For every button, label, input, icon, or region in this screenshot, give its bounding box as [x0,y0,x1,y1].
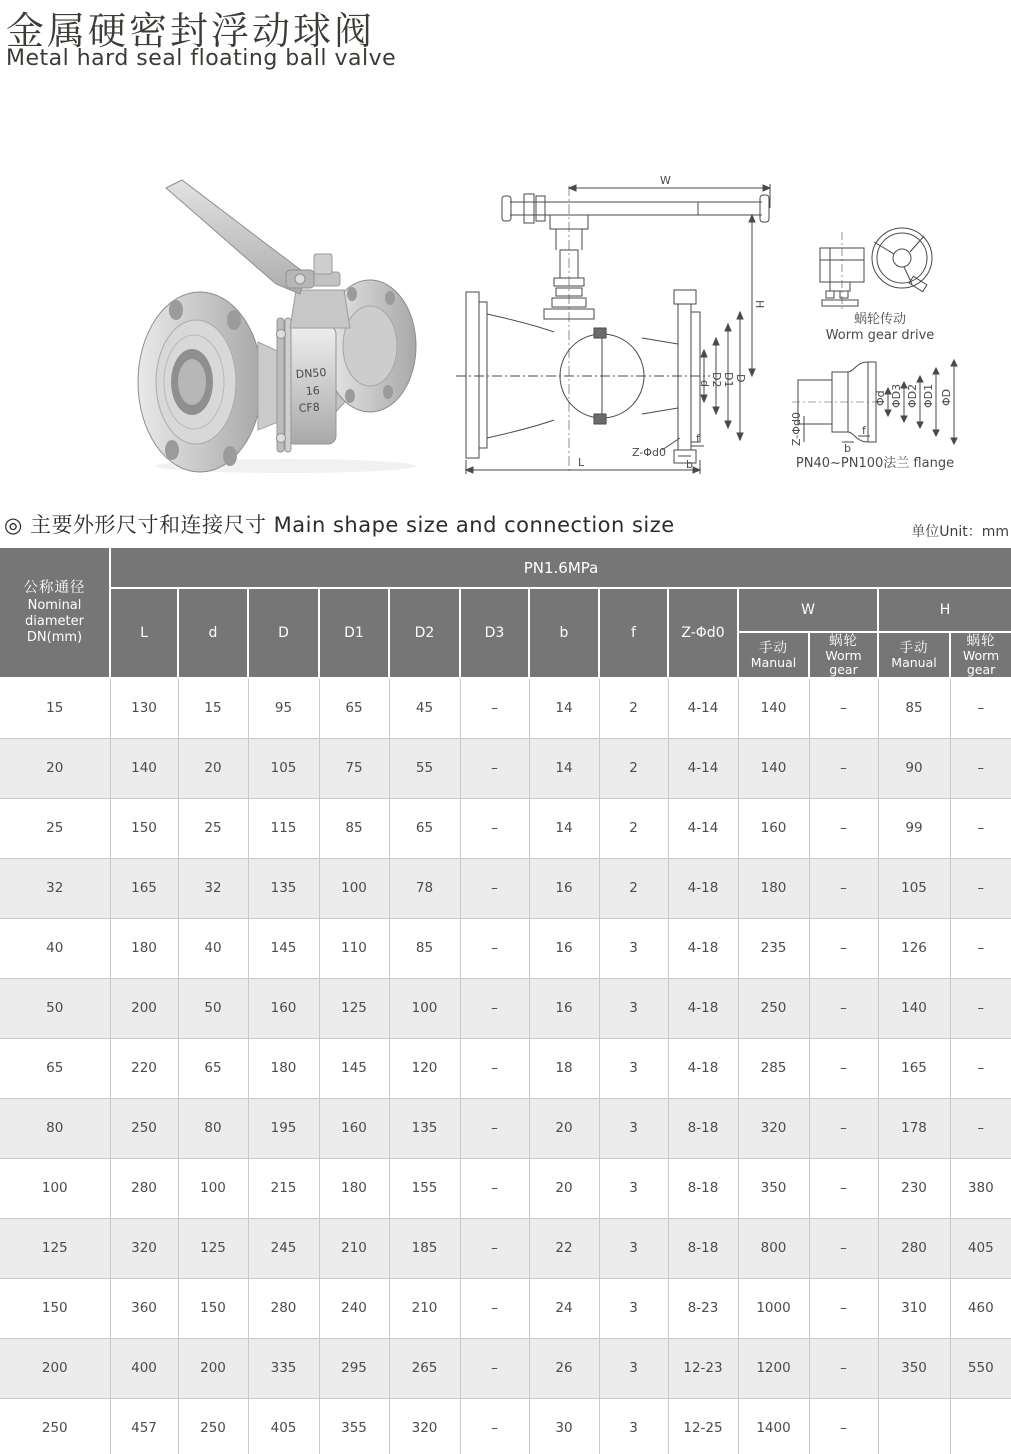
worm-en: Worm gear [962,648,1000,677]
table-cell: 350 [878,1338,950,1398]
table-cell: – [809,798,878,858]
table-cell: – [809,1098,878,1158]
dim-label-l: L [578,456,585,469]
table-cell: 200 [110,978,178,1038]
table-cell: 250 [178,1398,248,1454]
table-cell: – [809,978,878,1038]
table-cell: – [950,1098,1011,1158]
table-cell: 40 [0,918,110,978]
table-row [0,798,1011,858]
header-dn-zh: 公称通径 [23,580,86,596]
table-cell [950,1398,1011,1454]
bore-inner [178,359,206,405]
table-cell: 4-14 [668,738,738,798]
table-cell: 80 [178,1098,248,1158]
table-cell: 85 [878,678,950,738]
table-cell: 65 [0,1038,110,1098]
table-row [0,1278,1011,1338]
bolt-hole [227,310,241,330]
table-cell: 85 [389,918,460,978]
valve-handle [166,180,306,294]
table-cell: 4-14 [668,678,738,738]
header-col-L: L [110,588,178,678]
table-cell: 3 [599,1158,668,1218]
table-cell: 26 [529,1338,599,1398]
table-cell: 130 [110,678,178,738]
dim-label-d: d [698,380,711,387]
table-cell: 3 [599,1398,668,1454]
table-cell: 16 [529,978,599,1038]
table-cell: 8-18 [668,1098,738,1158]
flange-dim-f: f [862,424,866,437]
header-col-b: b [529,588,599,678]
table-cell: 100 [389,978,460,1038]
table-cell: 30 [529,1398,599,1454]
table-cell: 457 [110,1398,178,1454]
table-cell: – [460,1098,529,1158]
table-cell: 800 [738,1218,809,1278]
table-cell: 280 [248,1278,319,1338]
table-cell: 178 [878,1098,950,1158]
table-cell: – [809,1398,878,1454]
table-cell: 65 [319,678,389,738]
bolt-hole [165,440,179,460]
table-cell: 125 [319,978,389,1038]
table-cell: 210 [389,1278,460,1338]
table-cell: – [950,1038,1011,1098]
flange-caption: PN40~PN100法兰 flange [795,456,955,471]
flange-dim-fd3: ΦD3 [890,383,903,408]
table-cell: 8-18 [668,1158,738,1218]
table-cell: 14 [529,678,599,738]
table-cell: – [460,1338,529,1398]
worm-gear-drawing [790,222,970,314]
manual-en: Manual [891,655,937,670]
table-cell: 1400 [738,1398,809,1454]
table-cell: 250 [110,1098,178,1158]
table-cell: 1200 [738,1338,809,1398]
header-dn-en1: Nominal [27,598,82,613]
dimension-table [0,548,1011,1454]
worm-zh: 蜗轮 [966,633,996,649]
table-cell: 3 [599,1278,668,1338]
table-cell: 20 [529,1098,599,1158]
table-cell: 32 [0,858,110,918]
table-cell: 24 [529,1278,599,1338]
table-cell: 185 [389,1218,460,1278]
table-cell: 200 [0,1338,110,1398]
table-cell: – [460,798,529,858]
table-cell: 40 [178,918,248,978]
table-cell: – [950,738,1011,798]
main-drawing-svg [452,172,787,482]
table-cell: 14 [529,738,599,798]
table-cell: – [950,798,1011,858]
table-cell: 235 [738,918,809,978]
bolt-hole [385,291,395,305]
table-cell: 460 [950,1278,1011,1338]
flange-dim-fd: Φd [874,390,887,406]
table-cell: 320 [389,1398,460,1454]
stem-nut [314,254,332,274]
table-cell: 230 [878,1158,950,1218]
table-cell: 126 [878,918,950,978]
table-cell: 75 [319,738,389,798]
bolt-hole [383,385,393,399]
table-cell: 280 [878,1218,950,1278]
worm-en: Worm gear [825,648,862,677]
table-cell: 4-14 [668,798,738,858]
table-cell: 78 [389,858,460,918]
flange-dim-fd2: ΦD2 [906,383,919,408]
table-cell: 140 [878,978,950,1038]
main-drawing [452,172,787,482]
body-bolt [277,330,286,339]
flange-dim-fd1: ΦD1 [922,383,935,408]
table-cell: 105 [878,858,950,918]
table-cell: 12-23 [668,1338,738,1398]
table-cell: 310 [878,1278,950,1338]
right-flange-face [343,306,397,386]
table-cell: 2 [599,858,668,918]
worm-gear-caption-zh: 蜗轮传动 [853,312,906,327]
table-cell: – [809,738,878,798]
table-cell: 140 [738,678,809,738]
manual-zh: 手动 [899,640,929,656]
header-col-D3: D3 [460,588,529,678]
table-cell: 120 [389,1038,460,1098]
table-cell: 210 [319,1218,389,1278]
header-col-H: H [878,588,1011,632]
table-cell: 135 [389,1098,460,1158]
table-row [0,978,1011,1038]
table-cell: 135 [248,858,319,918]
table-cell: 320 [738,1098,809,1158]
table-row [0,858,1011,918]
table-cell: 4-18 [668,858,738,918]
table-cell: 150 [110,798,178,858]
table-row [0,918,1011,978]
bolt-hole [223,446,237,466]
table-cell: 150 [178,1278,248,1338]
table-cell: 45 [389,678,460,738]
header-pressure: PN1.6MPa [110,548,1011,588]
table-cell: 380 [950,1158,1011,1218]
table-cell: 3 [599,1218,668,1278]
table-cell: – [809,1338,878,1398]
table-cell: 99 [878,798,950,858]
flange-dim-z: Z-Φd0 [790,412,803,446]
dim-label-w: W [660,174,671,187]
table-cell: 155 [389,1158,460,1218]
body-marking: DN50 [295,365,327,381]
table-cell: – [950,678,1011,738]
table-cell: 160 [738,798,809,858]
table-cell: 3 [599,918,668,978]
table-cell: 400 [110,1338,178,1398]
dim-label-d2: D2 [710,372,723,388]
table-cell: 550 [950,1338,1011,1398]
worm-gear-caption-en: Worm gear drive [825,328,935,343]
table-body [0,678,1011,1454]
table-cell [878,1398,950,1454]
dim-label-dcap: D [734,374,747,383]
header-h-manual [878,632,950,678]
table-cell: 16 [529,918,599,978]
header-nominal-diameter [0,548,110,678]
table-cell: 405 [950,1218,1011,1278]
dim-label-b: b [686,458,693,471]
valve-photo-svg [136,176,420,476]
flange-dim-b: b [844,442,851,454]
table-cell: 100 [178,1158,248,1218]
table-cell: 3 [599,1098,668,1158]
table-row [0,1158,1011,1218]
body-bolt [277,434,286,443]
table-cell: – [950,978,1011,1038]
table-cell: 3 [599,1338,668,1398]
table-cell: 50 [0,978,110,1038]
table-cell: – [460,978,529,1038]
worm-gear-caption [790,312,970,344]
table-cell: 160 [248,978,319,1038]
table-cell: 245 [248,1218,319,1278]
table-cell: 115 [248,798,319,858]
table-cell: 240 [319,1278,389,1338]
table-cell: – [460,918,529,978]
table-cell: – [809,1038,878,1098]
table-row [0,1098,1011,1158]
worm-zh: 蜗轮 [829,633,858,649]
pivot-bolt [295,274,305,284]
table-cell: 180 [319,1158,389,1218]
table-cell: 4-18 [668,918,738,978]
table-cell: – [460,1038,529,1098]
valve-photo [136,176,420,476]
table-cell: – [809,1158,878,1218]
dim-label-h: H [753,300,766,309]
table-cell: 125 [0,1218,110,1278]
table-cell: 250 [738,978,809,1038]
table-cell: 15 [178,678,248,738]
flange-dim-fdD: ΦD [940,388,953,406]
table-row [0,1398,1011,1454]
table-cell: 20 [529,1158,599,1218]
table-cell: – [809,918,878,978]
table-cell: – [460,1278,529,1338]
table-cell: 2 [599,798,668,858]
table-cell: – [460,678,529,738]
table-cell: 320 [110,1218,178,1278]
table-row [0,678,1011,738]
table-cell: 90 [878,738,950,798]
dim-label-f: f [696,432,700,445]
header-col-D2: D2 [389,588,460,678]
table-cell: 8-18 [668,1218,738,1278]
table-cell: 20 [178,738,248,798]
header-dn-en3: DN(mm) [26,630,83,645]
table-cell: 125 [178,1218,248,1278]
flange-drawing-svg [784,350,994,454]
table-cell: 335 [248,1338,319,1398]
table-cell: 280 [110,1158,178,1218]
header-w-wormgear [809,632,878,678]
unit-label: 单位Unit：mm [911,524,1009,540]
table-cell: – [460,1218,529,1278]
table-cell: 100 [0,1158,110,1218]
table-cell: 25 [0,798,110,858]
table-cell: 100 [319,858,389,918]
header-col-zphid0: Z-Φd0 [668,588,738,678]
table-cell: 20 [0,738,110,798]
table-cell: 350 [738,1158,809,1218]
table-cell: – [950,918,1011,978]
table-cell: 25 [178,798,248,858]
worm-gear-svg [790,222,970,314]
header-col-f: f [599,588,668,678]
table-cell: 3 [599,978,668,1038]
table-cell: 360 [110,1278,178,1338]
table-cell: 16 [529,858,599,918]
table-cell: 145 [319,1038,389,1098]
table-cell: 4-18 [668,1038,738,1098]
table-cell: 265 [389,1338,460,1398]
page-title-zh: 金属硬密封浮动球阀 [6,9,376,53]
table-cell: – [809,1278,878,1338]
table-cell: 2 [599,738,668,798]
header-dn-en2: diameter [25,614,84,629]
bolt-hole [169,300,183,320]
manual-zh: 手动 [759,640,788,656]
table-cell: 165 [878,1038,950,1098]
table-cell: 4-18 [668,978,738,1038]
table-cell: – [460,738,529,798]
table-cell: 14 [529,798,599,858]
table-cell: 95 [248,678,319,738]
table-cell: 405 [248,1398,319,1454]
table-cell: 32 [178,858,248,918]
header-col-d: d [178,588,248,678]
joint-flange [285,318,291,452]
table-row [0,1338,1011,1398]
table-cell: 65 [389,798,460,858]
table-cell: 15 [0,678,110,738]
table-cell: 180 [738,858,809,918]
header-col-D: D [248,588,319,678]
table-cell: 55 [389,738,460,798]
table-cell: 110 [319,918,389,978]
table-cell: 180 [110,918,178,978]
header-h-wormgear [950,632,1011,678]
table-cell: 180 [248,1038,319,1098]
table-cell: 85 [319,798,389,858]
dim-label-z: Z-Φd0 [632,446,666,459]
table-cell: 220 [110,1038,178,1098]
top-mount [290,290,350,328]
table-row [0,1038,1011,1098]
bolt-hole [345,389,355,403]
table-cell: 285 [738,1038,809,1098]
table-cell: 165 [110,858,178,918]
manual-en: Manual [750,655,797,670]
header-col-W: W [738,588,878,632]
section-heading: ◎ 主要外形尺寸和连接尺寸 Main shape size and connection size [4,513,675,537]
flange-drawing [784,350,994,454]
table-cell: 215 [248,1158,319,1218]
table-cell: 2 [599,678,668,738]
table-cell: 12-25 [668,1398,738,1454]
page-title-en: Metal hard seal floating ball valve [6,46,397,71]
table-cell: 140 [110,738,178,798]
table-cell: – [809,858,878,918]
table-cell: 145 [248,918,319,978]
table-cell: 195 [248,1098,319,1158]
table-cell: 150 [0,1278,110,1338]
table-cell: 18 [529,1038,599,1098]
table-cell: 3 [599,1038,668,1098]
table-cell: 200 [178,1338,248,1398]
table-row [0,1218,1011,1278]
body-marking: 16 [305,384,321,398]
table-cell: 80 [0,1098,110,1158]
table-cell: 1000 [738,1278,809,1338]
header-w-manual [738,632,809,678]
table-cell: 8-23 [668,1278,738,1338]
table-cell: 295 [319,1338,389,1398]
table-cell: 65 [178,1038,248,1098]
table-cell: 250 [0,1398,110,1454]
table-cell: 160 [319,1098,389,1158]
bolt-hole [347,287,357,301]
table-cell: – [950,858,1011,918]
table-cell: – [460,1158,529,1218]
table-cell: 140 [738,738,809,798]
table-row [0,738,1011,798]
dim-label-d1: D1 [722,372,735,388]
table-cell: – [809,1218,878,1278]
table-cell: 105 [248,738,319,798]
table-cell: – [809,678,878,738]
body-marking: CF8 [298,400,321,415]
table-cell: 355 [319,1398,389,1454]
table-cell: 50 [178,978,248,1038]
header-col-D1: D1 [319,588,389,678]
table-cell: 22 [529,1218,599,1278]
table-cell: – [460,1398,529,1454]
table-cell: – [460,858,529,918]
